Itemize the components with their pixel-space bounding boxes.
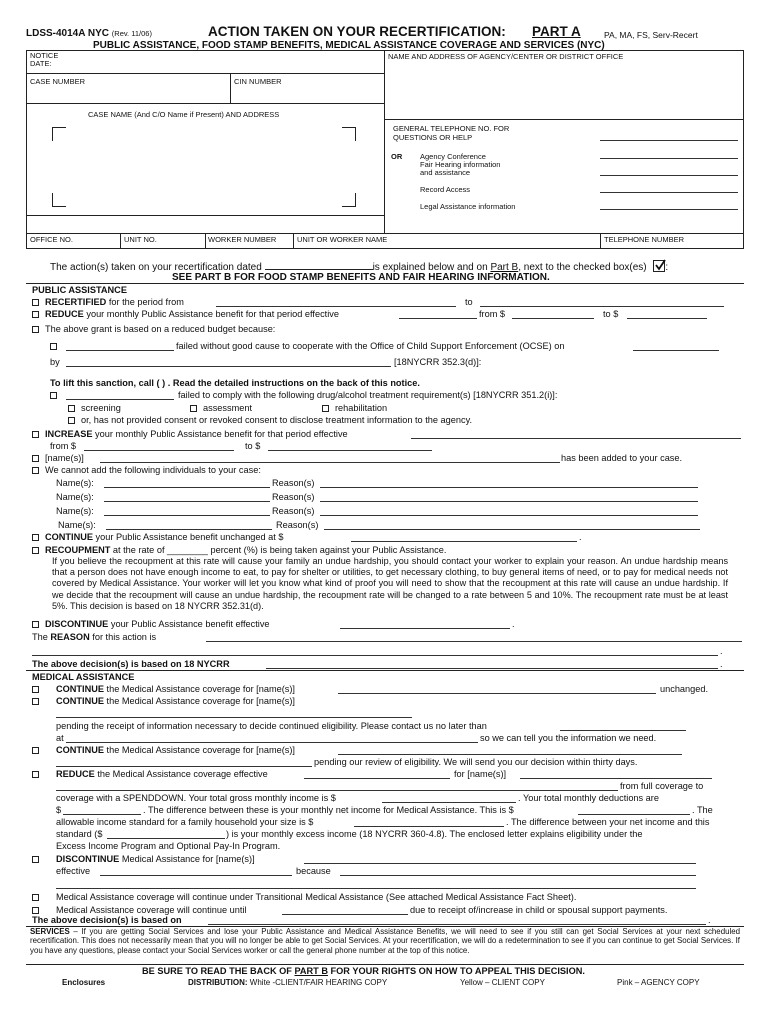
ma-for-names: for [name(s)] xyxy=(454,769,507,779)
pa-consent-checkbox[interactable] xyxy=(68,417,75,424)
ma-the-text: . The xyxy=(692,805,713,815)
pa-based-on-period: . xyxy=(720,659,723,669)
pa-cannot-add-row xyxy=(32,465,261,475)
form-title: ACTION TAKEN ON YOUR RECERTIFICATION: xyxy=(208,24,506,39)
footer-yellow-copy: Yellow – CLIENT COPY xyxy=(460,978,545,987)
pa-recoupment-text: at the rate of ________ percent (%) is being taken against your Public Assistance. xyxy=(112,545,447,555)
ma-deductions-text: . Your total monthly deductions are xyxy=(518,793,659,803)
office-no-label: OFFICE NO. xyxy=(30,235,73,244)
pa-based-on: The above decision(s) is based on 18 NYCRR xyxy=(32,659,230,669)
form-subtitle: PUBLIC ASSISTANCE, FOOD STAMP BENEFITS, MEDICAL ASSISTANCE COVERAGE AND SERVICES (NYC) xyxy=(93,40,605,51)
pa-continue-row xyxy=(32,532,284,542)
pa-reduce-bold: REDUCE xyxy=(45,309,84,319)
ma-until-text: Medical Assistance coverage will continue until xyxy=(56,905,247,915)
pa-names-added-label: [name(s)] xyxy=(45,453,84,463)
pa-ocse-regulation: [18NYCRR 352.3(d)]: xyxy=(394,357,482,367)
ma-continue2-checkbox[interactable] xyxy=(32,698,39,705)
pa-screening-label: screening xyxy=(81,403,121,413)
pa-increase-bold: INCREASE xyxy=(45,429,93,439)
ma-continue1-bold: CONTINUE xyxy=(56,684,104,694)
general-phone-label: GENERAL TELEPHONE NO. FOR QUESTIONS OR HELP xyxy=(393,124,510,142)
ma-discontinue-label xyxy=(56,854,255,864)
ma-unchanged: unchanged. xyxy=(660,684,709,694)
pa-reason-3-label: Reason(s) xyxy=(272,506,315,516)
ma-reduce-bold: REDUCE xyxy=(56,769,95,779)
pa-recertified-text: for the period from xyxy=(108,297,184,307)
pa-recertified-to: to xyxy=(465,297,473,307)
footer-white-copy: White -CLIENT/FAIR HEARING COPY xyxy=(249,978,388,987)
pa-reason-1-label: Reason(s) xyxy=(272,478,315,488)
pa-recoupment-bold: RECOUPMENT xyxy=(45,545,111,555)
pa-recertified-checkbox[interactable] xyxy=(32,299,39,306)
ma-diff2-text: . The difference between your net income and this xyxy=(506,817,710,827)
form-revision: (Rev. 11/06) xyxy=(111,29,152,38)
pa-cannot-add-text: We cannot add the following individuals to your case: xyxy=(45,465,261,475)
ma-until-checkbox[interactable] xyxy=(32,907,39,914)
ma-reduce-label xyxy=(56,769,268,779)
pa-discontinue-text: your Public Assistance benefit effective xyxy=(110,619,270,629)
record-access-label: Record Access xyxy=(420,185,471,194)
ma-because: because xyxy=(296,866,331,876)
pa-discontinue-bold: DISCONTINUE xyxy=(45,619,109,629)
footer-pink-copy: Pink – AGENCY COPY xyxy=(617,978,700,987)
worker-number-label: WORKER NUMBER xyxy=(208,235,277,244)
agency-name-label: NAME AND ADDRESS OF AGENCY/CENTER OR DISTRICT OFFICE xyxy=(388,52,624,61)
ma-continue2-label xyxy=(56,696,295,706)
ma-continue3-row xyxy=(32,745,45,755)
ma-continue2-row xyxy=(32,696,45,706)
pa-assessment-checkbox[interactable] xyxy=(190,405,197,412)
programs-label: PA, MA, FS, Serv-Recert xyxy=(604,30,698,40)
pa-reduce-to: to $ xyxy=(603,309,619,319)
pa-drug-text: failed to comply with the following drug/alcohol treatment requirement(s) [18NYCRR 351.2(i)]: xyxy=(178,390,558,400)
pa-names-added-text: has been added to your case. xyxy=(561,453,683,463)
pa-recoupment-checkbox[interactable] xyxy=(32,547,39,554)
pa-discontinue-row xyxy=(32,619,270,629)
ma-reduce-checkbox[interactable] xyxy=(32,771,39,778)
ma-transitional-text: Medical Assistance coverage will continue under Transitional Medical Assistance (See attached Medical Assistance Fact Sheet). xyxy=(56,892,577,902)
pa-consent-row xyxy=(68,415,472,425)
pa-heading: PUBLIC ASSISTANCE xyxy=(32,285,127,295)
pa-names-added-row xyxy=(32,453,84,463)
ma-spenddown-text: coverage with a SPENDDOWN. Your total gross monthly income is $ xyxy=(56,793,336,803)
pa-reduce-row xyxy=(32,309,339,319)
ma-continue1-row xyxy=(32,684,45,694)
ma-standard-text: standard ($ xyxy=(56,829,103,839)
ma-continue1-checkbox[interactable] xyxy=(32,686,39,693)
ma-at: at xyxy=(56,733,64,743)
pa-recoupment-row xyxy=(32,545,446,555)
unit-no-label: UNIT NO. xyxy=(124,235,157,244)
pa-screening-checkbox[interactable] xyxy=(68,405,75,412)
cin-number-label: CIN NUMBER xyxy=(234,77,282,86)
pa-name-4-label: Name(s): xyxy=(58,520,96,530)
pa-ocse-row xyxy=(50,341,63,351)
pa-recoupment-paragraph: If you believe the recoupment at this rate will cause your family an undue hardship, you should contact your worker to explain your reason. An undue hardship means that a person does not have enough income to eat, to pay for shelter or utilities, to get necessary clothing, to buy general items of need, or to pay for medical needs not covered by Medical Assistance. Your worker will let you know what kind of proof you will need to show that the recoupment at this rate will cause an undue hardship. If we decide that the recoupment will cause an undue hardship, the recoupment rate will be changed to a rate between 5 and 10%. The recoupment rate must be at least 5%. This decision is based on 18 NYCRR 352.31(d). xyxy=(52,556,728,611)
address-corner-bl xyxy=(52,193,66,207)
address-corner-br xyxy=(342,193,356,207)
ma-allowable-text: allowable income standard for a family household your size is $ xyxy=(56,817,314,827)
address-corner-tr xyxy=(342,127,356,141)
pa-reason-text: for this action is xyxy=(92,632,157,642)
pa-continue-period: . xyxy=(579,532,582,542)
ma-based-on: The above decision(s) is based on xyxy=(32,915,182,925)
ma-until-row xyxy=(32,905,45,915)
pa-consent-text: or, has not provided consent or revoked consent to disclose treatment information to the agency. xyxy=(81,415,473,425)
footer-be-sure xyxy=(142,966,585,976)
pa-continue-bold: CONTINUE xyxy=(45,532,93,542)
ma-discontinue-row xyxy=(32,854,45,864)
pa-sanction-instructions: To lift this sanction, call ( ) . Read the detailed instructions on the back of this notice. xyxy=(50,378,420,388)
ma-continue1-text: the Medical Assistance coverage for [name(s)] xyxy=(106,684,295,694)
pa-reduce-checkbox[interactable] xyxy=(32,311,39,318)
pa-drug-row xyxy=(50,390,63,400)
checked-box-icon xyxy=(653,260,665,272)
ma-full-coverage: from full coverage to xyxy=(620,781,704,791)
pa-reduced-budget-row xyxy=(32,324,275,334)
ma-difference-text: . The difference between these is your monthly net income for Medical Assistance. This is $ xyxy=(143,805,514,815)
ma-reduce-text: the Medical Assistance coverage effective xyxy=(97,769,268,779)
pa-recertified-bold: RECERTIFIED xyxy=(45,297,107,307)
intro-text-b: is explained below and on xyxy=(372,262,488,273)
pa-rehabilitation-row xyxy=(322,403,387,413)
ma-discontinue-checkbox[interactable] xyxy=(32,856,39,863)
pa-reduced-budget-checkbox[interactable] xyxy=(32,326,39,333)
ma-based-on-period: . xyxy=(708,915,711,925)
ma-continue3-label xyxy=(56,745,295,755)
ma-continue1-label xyxy=(56,684,295,694)
ma-discontinue-text: Medical Assistance for [name(s)] xyxy=(121,854,255,864)
or-label: OR xyxy=(391,152,403,161)
pa-reason-bold: REASON xyxy=(50,632,90,642)
pa-names-added-checkbox[interactable] xyxy=(32,455,39,462)
telephone-number-label: TELEPHONE NUMBER xyxy=(604,235,685,244)
footer-distribution xyxy=(188,978,387,987)
ma-transitional-row xyxy=(32,892,45,902)
intro-see-part-b: SEE PART B FOR FOOD STAMP BENEFITS AND FAIR HEARING INFORMATION. xyxy=(172,272,550,283)
pa-assessment-row xyxy=(190,403,252,413)
fair-hearing-label: Fair Hearing information and assistance xyxy=(420,160,501,177)
pa-ocse-checkbox[interactable] xyxy=(50,343,57,350)
part-b-link: Part B xyxy=(490,262,519,273)
services-label: SERVICES xyxy=(30,927,70,936)
ma-transitional-checkbox[interactable] xyxy=(32,894,39,901)
pa-drug-checkbox[interactable] xyxy=(50,392,57,399)
part-a-label: PART A xyxy=(532,24,581,39)
pa-ocse-text: failed without good cause to cooperate with the Office of Child Support Enforcement (OCSE) on xyxy=(176,341,565,351)
services-paragraph xyxy=(30,927,740,955)
case-number-label: CASE NUMBER xyxy=(30,77,86,86)
ma-continue3-bold: CONTINUE xyxy=(56,745,104,755)
pa-assessment-label: assessment xyxy=(203,403,253,413)
ma-excess-text: ) is your monthly excess income (18 NYCRR 360-4.8). The enclosed letter explains eligibility under the xyxy=(226,829,643,839)
ma-so-we-text: so we can tell you the information we need. xyxy=(480,733,657,743)
pa-reduce-text: your monthly Public Assistance benefit for that period effective xyxy=(86,309,339,319)
footer-distribution-label: DISTRIBUTION: xyxy=(188,978,248,987)
ma-dollar-sign: $ xyxy=(56,805,62,815)
notice-date-label: NOTICE DATE: xyxy=(30,51,59,68)
form-id xyxy=(26,28,152,39)
form-id-text: LDSS-4014A NYC xyxy=(26,28,109,39)
intro-line: The action(s) taken on your recertification dated is explained below and on Part B, next to the checked box(es) : xyxy=(50,262,669,273)
pa-rehabilitation-checkbox[interactable] xyxy=(322,405,329,412)
ma-discontinue-bold: DISCONTINUE xyxy=(56,854,120,864)
ma-excess-program: Excess Income Program and Optional Pay-In Program. xyxy=(56,841,281,851)
case-info-box xyxy=(26,50,744,249)
ma-continue3-checkbox[interactable] xyxy=(32,747,39,754)
pa-discontinue-period: . xyxy=(512,619,515,629)
ma-continue2-bold: CONTINUE xyxy=(56,696,104,706)
pa-reason-4-label: Reason(s) xyxy=(276,520,319,530)
footer-be-sure-b: FOR YOUR RIGHTS ON HOW TO APPEAL THIS DECISION. xyxy=(330,966,585,976)
address-corner-tl xyxy=(52,127,66,141)
ma-due-to-text: due to receipt of/increase in child or spousal support payments. xyxy=(410,905,668,915)
pa-name-1-label: Name(s): xyxy=(56,478,94,488)
pa-reason-period: . xyxy=(720,646,723,656)
legal-assistance-label: Legal Assistance information xyxy=(420,202,516,211)
case-name-label: CASE NAME (And C/O Name if Present) AND ADDRESS xyxy=(88,110,280,119)
pa-rehabilitation-label: rehabilitation xyxy=(335,403,388,413)
pa-increase-checkbox[interactable] xyxy=(32,431,39,438)
pa-reason-row xyxy=(32,632,156,642)
pa-screening-row xyxy=(68,403,121,413)
services-text: – If you are getting Social Services and lose your Public Assistance and Medical Assistance Benefits, we will need to see if you still can get Social Services at your next scheduled recertification. This does not necessarily mean that you will no longer be able to get Social Services. At your recertification, we will do a redetermination to see if you can continue to get Social Services. If you have any questions, please contact your Social Services worker or call the general phone number at the top of this notice. xyxy=(30,927,740,955)
pa-increase-row xyxy=(32,429,348,439)
pa-reason-2-label: Reason(s) xyxy=(272,492,315,502)
ma-continue3-text: the Medical Assistance coverage for [name(s)] xyxy=(106,745,295,755)
pa-reduced-budget-text: The above grant is based on a reduced budget because: xyxy=(45,324,276,334)
footer-part-b: PART B xyxy=(294,966,328,976)
pa-discontinue-checkbox[interactable] xyxy=(32,621,39,628)
ma-reduce-row xyxy=(32,769,45,779)
recert-date-field[interactable] xyxy=(265,269,373,270)
intro-text-a: The action(s) taken on your recertification dated xyxy=(50,262,262,273)
footer-enclosures: Enclosures xyxy=(62,978,106,987)
pa-increase-from: from $ xyxy=(50,441,77,451)
footer-be-sure-a: BE SURE TO READ THE BACK OF xyxy=(142,966,292,976)
pa-reason-pre: The xyxy=(32,632,48,642)
pa-increase-to: to $ xyxy=(245,441,261,451)
pa-continue-checkbox[interactable] xyxy=(32,534,39,541)
ma-pending-review: pending our review of eligibility. We will send you our decision within thirty days. xyxy=(314,757,638,767)
ma-pending-text: pending the receipt of information necessary to decide continued eligibility. Please contact us no later than xyxy=(56,721,487,731)
unit-worker-name-label: UNIT OR WORKER NAME xyxy=(297,235,388,244)
pa-increase-text: your monthly Public Assistance benefit for that period effective xyxy=(95,429,348,439)
pa-reduce-from: from $ xyxy=(479,309,506,319)
ma-continue2-text: the Medical Assistance coverage for [name(s)] xyxy=(106,696,295,706)
pa-name-2-label: Name(s): xyxy=(56,492,94,502)
pa-recertified-row xyxy=(32,297,184,307)
pa-name-3-label: Name(s): xyxy=(56,506,94,516)
pa-ocse-by: by xyxy=(50,357,60,367)
intro-text-c: , next to the checked box(es) xyxy=(518,262,647,273)
agency-conference-label: Agency Conference xyxy=(420,152,486,161)
ma-effective: effective xyxy=(56,866,91,876)
ma-heading: MEDICAL ASSISTANCE xyxy=(32,672,135,682)
pa-continue-text: your Public Assistance benefit unchanged at $ xyxy=(95,532,284,542)
pa-cannot-add-checkbox[interactable] xyxy=(32,467,39,474)
